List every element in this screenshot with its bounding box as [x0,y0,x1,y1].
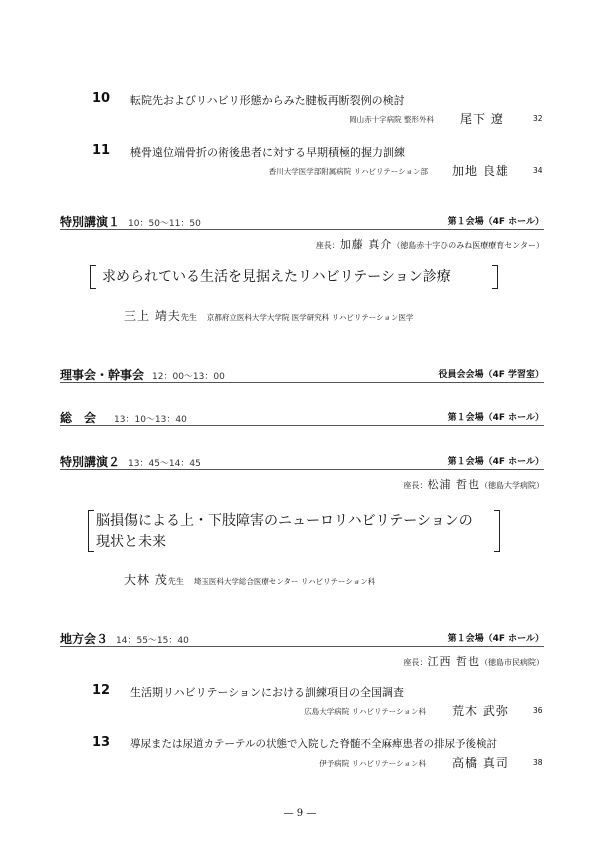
presentation-author: 加地 良雄 [452,164,509,178]
lecture-title: 求められている生活を見据えたリハビリテーション診療 [102,269,451,285]
chair-name: 江西 哲也 [427,655,480,668]
section-time: 13：45〜14：45 [128,459,201,469]
section-label: 総 会 [60,411,97,425]
chair-prefix: 座長： [403,481,428,490]
section-header-special-lecture-2 [60,451,201,470]
speaker [124,569,375,588]
section-venue: 第１会場（4F ホール） [447,457,544,467]
chairperson [404,653,545,669]
presentation-author: 尾下 遼 [460,112,504,126]
bracket-left [90,265,96,289]
section-venue: 役員会会場（4F 学習室） [438,370,544,380]
lecture-title-line-1: 脳損傷による上・下肢障害のニューロリハビリテーションの [96,513,473,529]
section-label: 地方会３ [60,632,109,646]
presentation-page: 36 [533,706,543,715]
section-venue: 第１会場（4F ホール） [447,634,544,644]
speaker-name: 大林 茂 [124,573,168,587]
section-venue: 第１会場（4F ホール） [447,413,544,423]
section-divider [60,469,544,470]
section-header-special-lecture-1 [60,211,201,230]
presentation-affiliation: 岡山赤十字病院 整形外科 [349,115,434,124]
chair-prefix: 座長： [403,658,428,667]
bracket-right [492,265,498,289]
speaker-name: 三上 靖夫 [124,309,181,323]
presentation-affiliation: 香川大学医学部附属病院 リハビリテーション部 [268,167,428,176]
section-label: 特別講演１ [60,215,121,229]
presentation-title: 生活期リハビリテーションにおける訓練項目の全国調査 [130,686,405,699]
section-label: 特別講演２ [60,455,121,469]
chair-affiliation: （徳島市民病院） [480,658,544,667]
presentation-number: 10 [92,91,111,106]
chair-affiliation: （徳島大学病院） [480,481,544,490]
speaker-role: 先生 [180,313,197,322]
speaker-affiliation: 京都府立医科大学大学院 医学研究科 リハビリテーション医学 [206,313,414,322]
section-divider [60,229,544,230]
presentation-page: 34 [533,166,543,175]
section-time: 10：50〜11：50 [128,219,201,229]
presentation-author: 荒木 武弥 [452,704,509,718]
presentation-page: 32 [533,114,543,123]
presentation-title: 橈骨遠位端骨折の術後患者に対する早期積極的握力訓練 [130,146,405,159]
chair-name: 加藤 真介 [339,238,393,251]
presentation-title: 導尿または尿道カテーテルの状態で入院した脊髄不全麻痺患者の排尿予後検討 [130,738,497,750]
presentation-title: 転院先およびリハビリ形態からみた腱板再断裂例の検討 [130,94,405,107]
section-header-regional-3 [60,628,189,647]
section-header-general-meeting [60,407,187,426]
presentation-affiliation: 伊予病院 リハビリテーション科 [319,759,426,768]
chair-affiliation: （徳島赤十字ひのみね医療療育センター） [392,241,544,250]
section-label: 理事会・幹事会 [60,368,145,382]
section-divider [60,382,544,383]
bracket-right [494,510,500,552]
lecture-title-line-2: 現状と未来 [96,534,166,550]
presentation-author: 高橋 真司 [452,756,509,770]
speaker-role: 先生 [167,577,184,586]
section-time: 14：55〜15：40 [116,636,189,646]
speaker-affiliation: 埼玉医科大学総合医療センター リハビリテーション科 [193,577,376,586]
section-header-board-meeting [60,364,225,383]
chair-prefix: 座長： [315,241,340,250]
section-time: 13：10〜13：40 [114,415,187,425]
section-venue: 第１会場（4F ホール） [447,217,544,227]
chairperson [404,476,545,492]
section-time: 12：00〜13：00 [152,372,225,382]
presentation-number: 13 [92,735,111,750]
presentation-affiliation: 広島大学病院 リハビリテーション科 [304,707,426,716]
presentation-page: 38 [533,758,543,767]
presentation-number: 12 [92,683,111,698]
bracket-left [88,510,94,552]
presentation-number: 11 [92,143,111,158]
page-number: — 9 — [283,808,317,819]
speaker [124,305,413,324]
section-divider [60,646,544,647]
chairperson [316,236,544,252]
section-divider [60,425,544,426]
chair-name: 松浦 哲也 [427,478,480,491]
